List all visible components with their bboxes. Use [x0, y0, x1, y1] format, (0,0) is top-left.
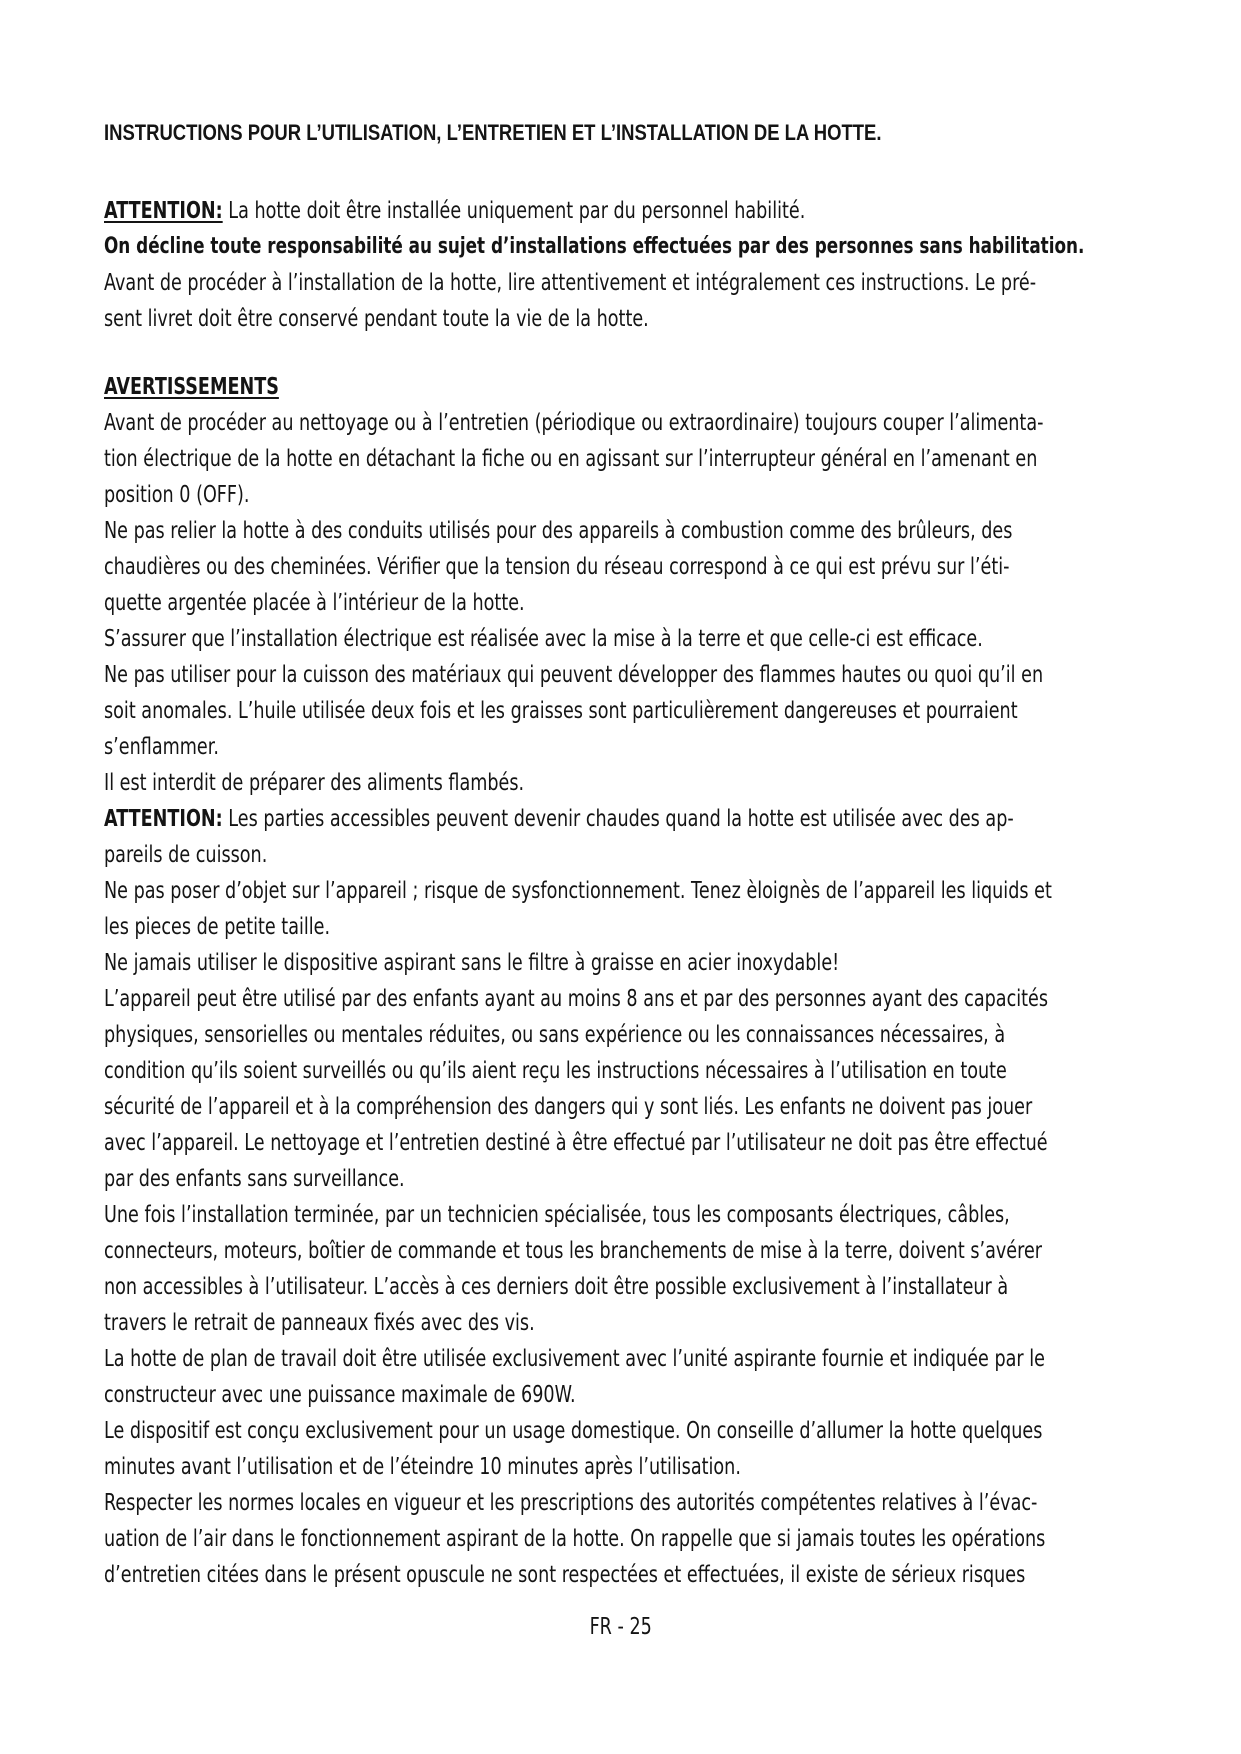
- text-line: d’entretien citées dans le présent opuscule ne sont respectées et effectuées, il existe de sérieux risques: [104, 1562, 1026, 1588]
- document-title: INSTRUCTIONS POUR L’UTILISATION, L’ENTRETIEN ET L’INSTALLATION DE LA HOTTE.: [104, 120, 882, 145]
- attention-text: La hotte doit être installée uniquement par du personnel habilité.: [222, 198, 806, 224]
- text-line: quette argentée placée à l’intérieur de la hotte.: [104, 590, 525, 616]
- text-line: Respecter les normes locales en vigueur et les prescriptions des autorités compétentes relatives à l’évac-: [104, 1490, 1038, 1516]
- text-line: les pieces de petite taille.: [104, 914, 331, 940]
- attention-line: [104, 193, 1144, 229]
- attention2-label: ATTENTION:: [104, 806, 223, 832]
- warnings-lines-2: [104, 837, 1144, 1593]
- disclaimer-text: On décline toute responsabilité au sujet d’installations effectuées par des personnes sans habilitation.: [104, 234, 1085, 259]
- text-line: connecteurs, moteurs, boîtier de commande et tous les branchements de mise à la terre, doivent s’avérer: [104, 1238, 1043, 1264]
- text-line: par des enfants sans surveillance.: [104, 1166, 405, 1192]
- document-page: [104, 118, 1144, 1593]
- page-number: FR - 25: [589, 1614, 652, 1640]
- text-line: physiques, sensorielles ou mentales réduites, ou sans expérience ou les connaissances nécessaires, à: [104, 1022, 1006, 1048]
- reading-line-2: sent livret doit être conservé pendant toute la vie de la hotte.: [104, 306, 649, 332]
- text-line: constructeur avec une puissance maximale de 690W.: [104, 1382, 576, 1408]
- text-line: tion électrique de la hotte en détachant la fiche ou en agissant sur l’interrupteur général en l’amenant en: [104, 446, 1038, 472]
- text-line: avec l’appareil. Le nettoyage et l’entretien destiné à être effectué par l’utilisateur ne doit pas être effectué: [104, 1130, 1048, 1156]
- text-line: Il est interdit de préparer des aliments flambés.: [104, 770, 525, 796]
- text-line: pareils de cuisson.: [104, 842, 268, 868]
- text-line: travers le retrait de panneaux fixés avec des vis.: [104, 1310, 535, 1336]
- text-line: Ne jamais utiliser le dispositive aspirant sans le filtre à graisse en acier inoxydable!: [104, 950, 840, 976]
- text-line: Ne pas relier la hotte à des conduits utilisés pour des appareils à combustion comme des brûleurs, des: [104, 518, 1013, 544]
- text-line: uation de l’air dans le fonctionnement aspirant de la hotte. On rappelle que si jamais toutes les opérations: [104, 1526, 1046, 1552]
- text-line: La hotte de plan de travail doit être utilisée exclusivement avec l’unité aspirante fournie et indiquée par le: [104, 1346, 1045, 1372]
- text-line: Ne pas poser d’objet sur l’appareil ; risque de sysfonctionnement. Tenez èloignès de l’appareil les liquids et: [104, 878, 1052, 904]
- text-line: S’assurer que l’installation électrique est réalisée avec la mise à la terre et que celle-ci est efficace.: [104, 626, 983, 652]
- warnings-heading: AVERTISSEMENTS: [104, 374, 279, 400]
- text-line: Une fois l’installation terminée, par un technicien spécialisée, tous les composants électriques, câbles,: [104, 1202, 1010, 1228]
- text-line: non accessibles à l’utilisateur. L’accès à ces derniers doit être possible exclusivement à l’installateur à: [104, 1274, 1009, 1300]
- text-line: position 0 (OFF).: [104, 482, 250, 508]
- attention-label: ATTENTION:: [104, 198, 223, 224]
- attention2-text: Les parties accessibles peuvent devenir chaudes quand la hotte est utilisée avec des ap-: [222, 806, 1014, 832]
- text-line: condition qu’ils soient surveillés ou qu’ils aient reçu les instructions nécessaires à l’utilisation en toute: [104, 1058, 1007, 1084]
- attention2-line: [104, 801, 1144, 837]
- reading-line-1: Avant de procéder à l’installation de la hotte, lire attentivement et intégralement ces instructions. Le pré-: [104, 270, 1037, 296]
- text-line: s’enflammer.: [104, 734, 219, 760]
- text-line: L’appareil peut être utilisé par des enfants ayant au moins 8 ans et par des personnes ayant des capacités: [104, 986, 1049, 1012]
- warnings-lines: [104, 405, 1144, 801]
- text-line: Avant de procéder au nettoyage ou à l’entretien (périodique ou extraordinaire) toujours couper l’alimenta-: [104, 410, 1044, 436]
- text-line: minutes avant l’utilisation et de l’éteindre 10 minutes après l’utilisation.: [104, 1454, 741, 1480]
- text-line: Le dispositif est conçu exclusivement pour un usage domestique. On conseille d’allumer la hotte quelques: [104, 1418, 1043, 1444]
- text-line: soit anomales. L’huile utilisée deux fois et les graisses sont particulièrement dangereuses et pourraient: [104, 698, 1018, 724]
- page-footer: [0, 1612, 1241, 1642]
- text-line: Ne pas utiliser pour la cuisson des matériaux qui peuvent développer des flammes hautes ou quoi qu’il en: [104, 662, 1044, 688]
- text-line: sécurité de l’appareil et à la compréhension des dangers qui y sont liés. Les enfants ne doivent pas jouer: [104, 1094, 1033, 1120]
- intro-section: [104, 193, 1144, 1593]
- text-line: chaudières ou des cheminées. Vérifier que la tension du réseau correspond à ce qui est prévu sur l’éti-: [104, 554, 1010, 580]
